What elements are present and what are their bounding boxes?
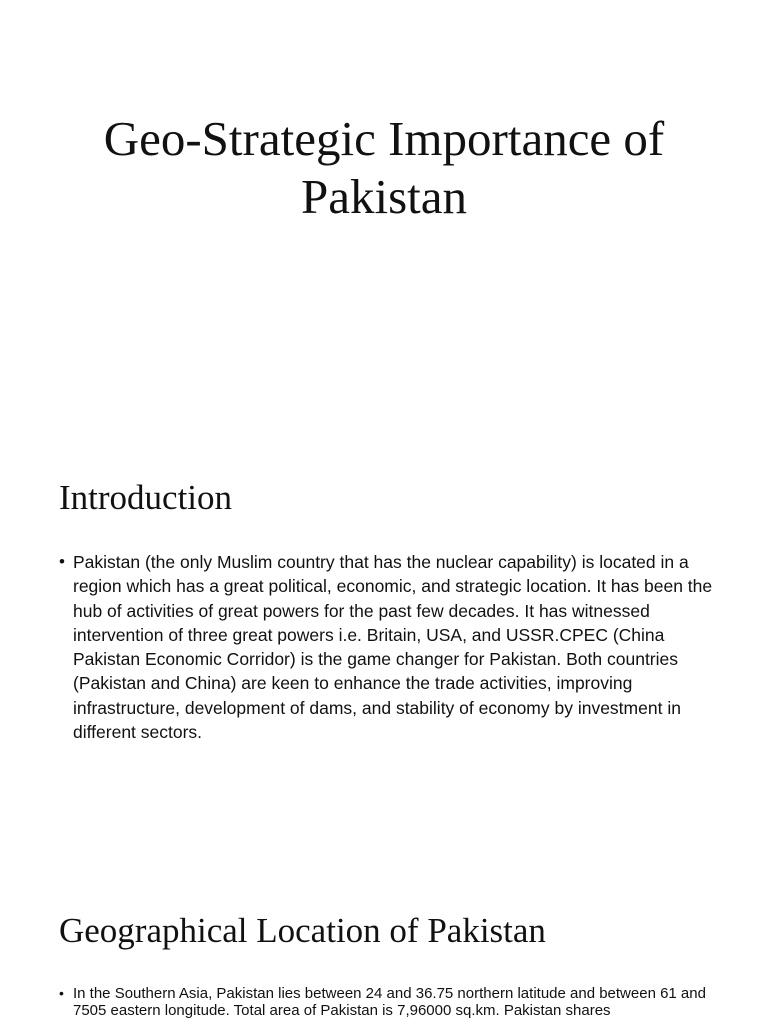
bullet-text: Pakistan (the only Muslim country that has the nuclear capability) is located in a region which has a great political, economic, and strategic location. It has been the hub of activities of great powers for the past few decades. It has witnessed intervention of three great powers i.e. Britain, USA, and USSR.CPEC (China Pakistan Economic Corridor) is the game changer for Pakistan. Both countries (Pakistan and China) are keen to enhance the trade activities, improving infrastructure, development of dams, and stability of economy by investment in different sectors. (73, 552, 713, 743)
bullet-icon: • (59, 985, 64, 1001)
bullet-list-introduction (59, 550, 719, 744)
section-heading-geographical-location: Geographical Location of Pakistan (59, 911, 546, 950)
slide-title-page (0, 0, 768, 440)
bullet-text: In the Southern Asia, Pakistan lies between 24 and 36.75 northern latitude and between 61 and 7505 eastern longitude. Total area of Pakistan is 7,96000 sq.km. Pakistan shares (73, 985, 706, 1019)
bullet-list-geographical-location (59, 985, 739, 1019)
page-title: Geo-Strategic Importance of Pakistan (103, 111, 665, 224)
slide-introduction (0, 440, 768, 920)
list-item (59, 985, 739, 1019)
section-heading-introduction: Introduction (59, 478, 233, 517)
bullet-icon: • (59, 552, 65, 571)
slide-geographical-location (0, 900, 768, 1024)
list-item (59, 550, 719, 744)
